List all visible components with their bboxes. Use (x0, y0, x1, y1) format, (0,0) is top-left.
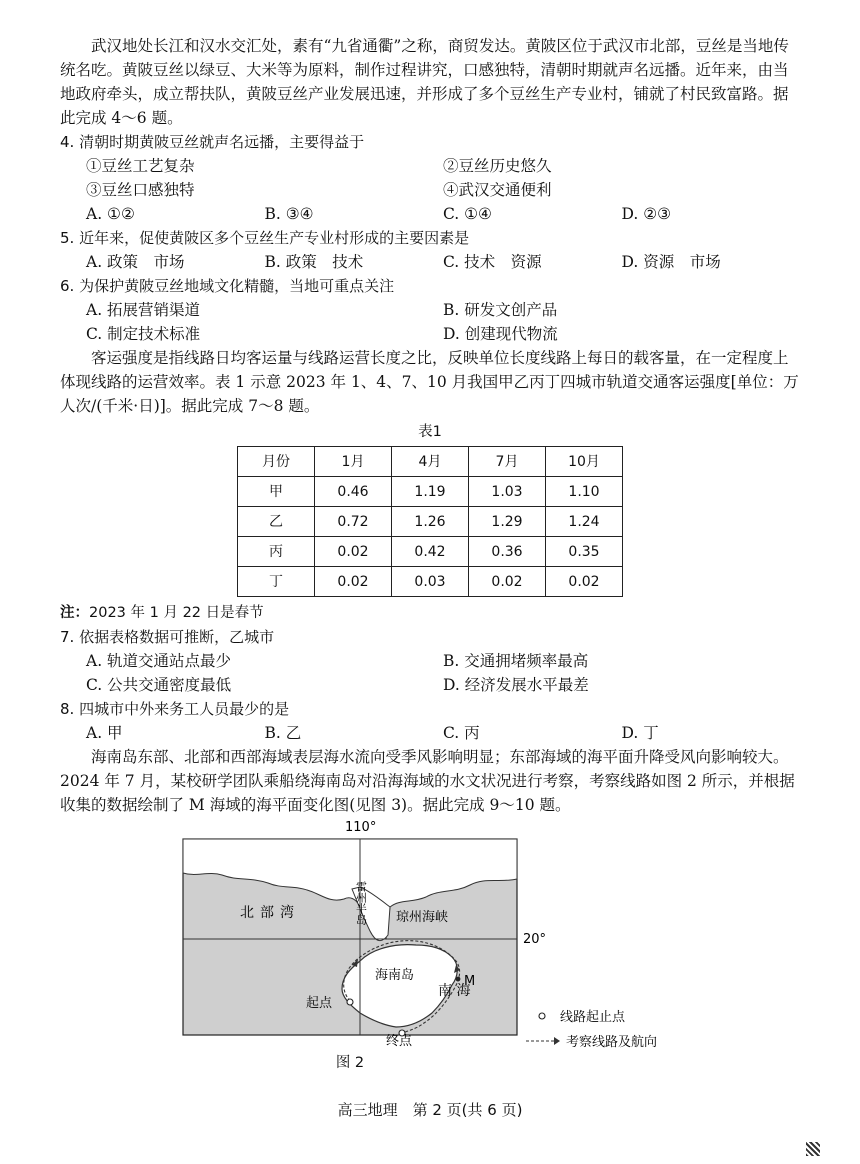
question-8-options (60, 721, 800, 745)
q8-option-d: D. 丁 (621, 724, 659, 742)
passage-doushi: 武汉地处长江和汉水交汇处，素有“九省通衢”之称，商贸发达。黄陂区位于武汉市北部，豆丝是当地传统名吃。黄陂豆丝以绿豆、大米等为原料，制作过程讲究，口感独特，清朝时期就声名远播。近年来，由当地政府牵头，成立帮扶队，黄陂豆丝产业发展迅速，并形成了多个豆丝生产专业村，铺就了村民致富路。据此完成 4～6 题。 (60, 37, 789, 127)
label-beibu-gulf: 北部湾 (240, 905, 300, 921)
q7-option-b: B. 交通拥堵频率最高 (443, 652, 589, 670)
q4-item-3: ③豆丝口感独特 (86, 181, 195, 199)
table-caption: 表1 (418, 424, 442, 440)
table-header: 4月 (392, 447, 469, 477)
legend-arrow-icon (554, 1037, 560, 1045)
q4-option-b: B. ③④ (264, 205, 314, 223)
page-footer: 高三地理 第 2 页(共 6 页) (337, 1101, 523, 1119)
q5-option-b: B. 政策 技术 (264, 253, 364, 271)
latitude-label: 20° (523, 932, 547, 947)
note-text: 2023 年 1 月 22 日是春节 (89, 605, 264, 621)
legend-point-icon (539, 1013, 545, 1019)
legend-point-label: 线路起止点 (560, 1010, 626, 1025)
label-end: 终点 (386, 1034, 413, 1049)
q4-option-d: D. ②③ (621, 205, 672, 223)
table-row (238, 537, 623, 567)
q7-option-c: C. 公共交通密度最低 (86, 676, 232, 694)
q4-option-c: C. ①④ (443, 205, 492, 223)
qr-code-icon (806, 1142, 820, 1156)
table-cell: 1.29 (469, 507, 546, 537)
question-4-stem: 4. 清朝时期黄陂豆丝就声名远播，主要得益于 (60, 133, 365, 151)
table-cell: 0.03 (392, 567, 469, 597)
question-7-options (60, 649, 800, 697)
label-m: M (464, 974, 476, 989)
table-header-row (238, 447, 623, 477)
table-cell: 0.02 (315, 567, 392, 597)
q4-item-1: ①豆丝工艺复杂 (86, 157, 195, 175)
table-note (60, 601, 800, 625)
table-cell: 0.02 (546, 567, 623, 597)
question-7-stem: 7. 依据表格数据可推断，乙城市 (60, 628, 275, 646)
table-cell: 0.02 (469, 567, 546, 597)
q4-item-2: ②豆丝历史悠久 (443, 157, 552, 175)
table-cell: 0.02 (315, 537, 392, 567)
label-south-sea: 南 海 (438, 983, 471, 999)
figure-2-caption: 图 2 (335, 1055, 365, 1071)
table-header: 10月 (546, 447, 623, 477)
table-cell: 0.36 (469, 537, 546, 567)
passenger-intensity-table (237, 446, 623, 597)
question-5-stem: 5. 近年来，促使黄陂区多个豆丝生产专业村形成的主要因素是 (60, 229, 470, 247)
table-cell: 丙 (238, 537, 315, 567)
q8-option-b: B. 乙 (264, 724, 302, 742)
question-8-stem: 8. 四城市中外来务工人员最少的是 (60, 700, 290, 718)
q6-option-c: C. 制定技术标准 (86, 325, 201, 343)
table-cell: 丁 (238, 567, 315, 597)
table-cell: 1.03 (469, 477, 546, 507)
table-cell: 0.46 (315, 477, 392, 507)
point-m (456, 977, 461, 982)
q5-option-c: C. 技术 资源 (443, 253, 542, 271)
table-header: 7月 (469, 447, 546, 477)
label-start: 起点 (306, 996, 333, 1011)
hainan-route-map (60, 819, 800, 1049)
table-cell: 0.35 (546, 537, 623, 567)
figure-2-map (60, 819, 800, 1049)
legend-route-label: 考察线路及航向 (566, 1035, 658, 1049)
q6-option-b: B. 研发文创产品 (443, 301, 558, 319)
exam-page (60, 34, 800, 1075)
table-cell: 0.72 (315, 507, 392, 537)
passage-hainan: 海南岛东部、北部和西部海域表层海水流向受季风影响明显；东部海域的海平面升降受风向影响较大。2024 年 7 月，某校研学团队乘船绕海南岛对沿海海域的水文状况进行考察，考察线路如图 2 所示，并根据收集的数据绘制了 M 海域的海平面变化图(见图 3)。据此完成 9～10 题。 (60, 748, 795, 814)
table-header: 月份 (238, 447, 315, 477)
q4-option-a: A. ①② (86, 205, 135, 223)
table-cell: 甲 (238, 477, 315, 507)
question-6-options (60, 298, 800, 346)
table-cell: 1.19 (392, 477, 469, 507)
table-cell: 0.42 (392, 537, 469, 567)
label-leizhou: 雷州半岛 (354, 881, 368, 925)
q6-option-d: D. 创建现代物流 (443, 325, 558, 343)
note-label: 注： (60, 605, 89, 621)
table-header: 1月 (315, 447, 392, 477)
longitude-label: 110° (345, 820, 377, 835)
question-5-options (60, 250, 800, 274)
q5-option-a: A. 政策 市场 (86, 253, 185, 271)
passage-metro: 客运强度是指线路日均客运量与线路运营长度之比，反映单位长度线路上每日的载客量，在一定程度上体现线路的运营效率。表 1 示意 2023 年 1、4、7、10 月我国甲乙丙丁四城市轨道交通客运强度[单位：万人次/(千米·日)]。据此完成 7～8 题。 (60, 349, 799, 415)
table-cell: 乙 (238, 507, 315, 537)
table-cell: 1.10 (546, 477, 623, 507)
q8-option-c: C. 丙 (443, 724, 480, 742)
question-6-stem: 6. 为保护黄陂豆丝地域文化精髓，当地可重点关注 (60, 277, 395, 295)
q6-option-a: A. 拓展营销渠道 (86, 301, 201, 319)
label-hainan: 海南岛 (375, 968, 415, 983)
table-cell: 1.24 (546, 507, 623, 537)
q5-option-d: D. 资源 市场 (621, 253, 721, 271)
q7-option-d: D. 经济发展水平最差 (443, 676, 589, 694)
q7-option-a: A. 轨道交通站点最少 (86, 652, 232, 670)
question-4-items (60, 154, 800, 226)
start-point (347, 999, 353, 1005)
table-cell: 1.26 (392, 507, 469, 537)
label-qiongzhou: 琼州海峡 (396, 910, 449, 925)
table-row (238, 477, 623, 507)
table-row (238, 567, 623, 597)
q4-item-4: ④武汉交通便利 (443, 181, 552, 199)
q8-option-a: A. 甲 (86, 724, 123, 742)
table-row (238, 507, 623, 537)
